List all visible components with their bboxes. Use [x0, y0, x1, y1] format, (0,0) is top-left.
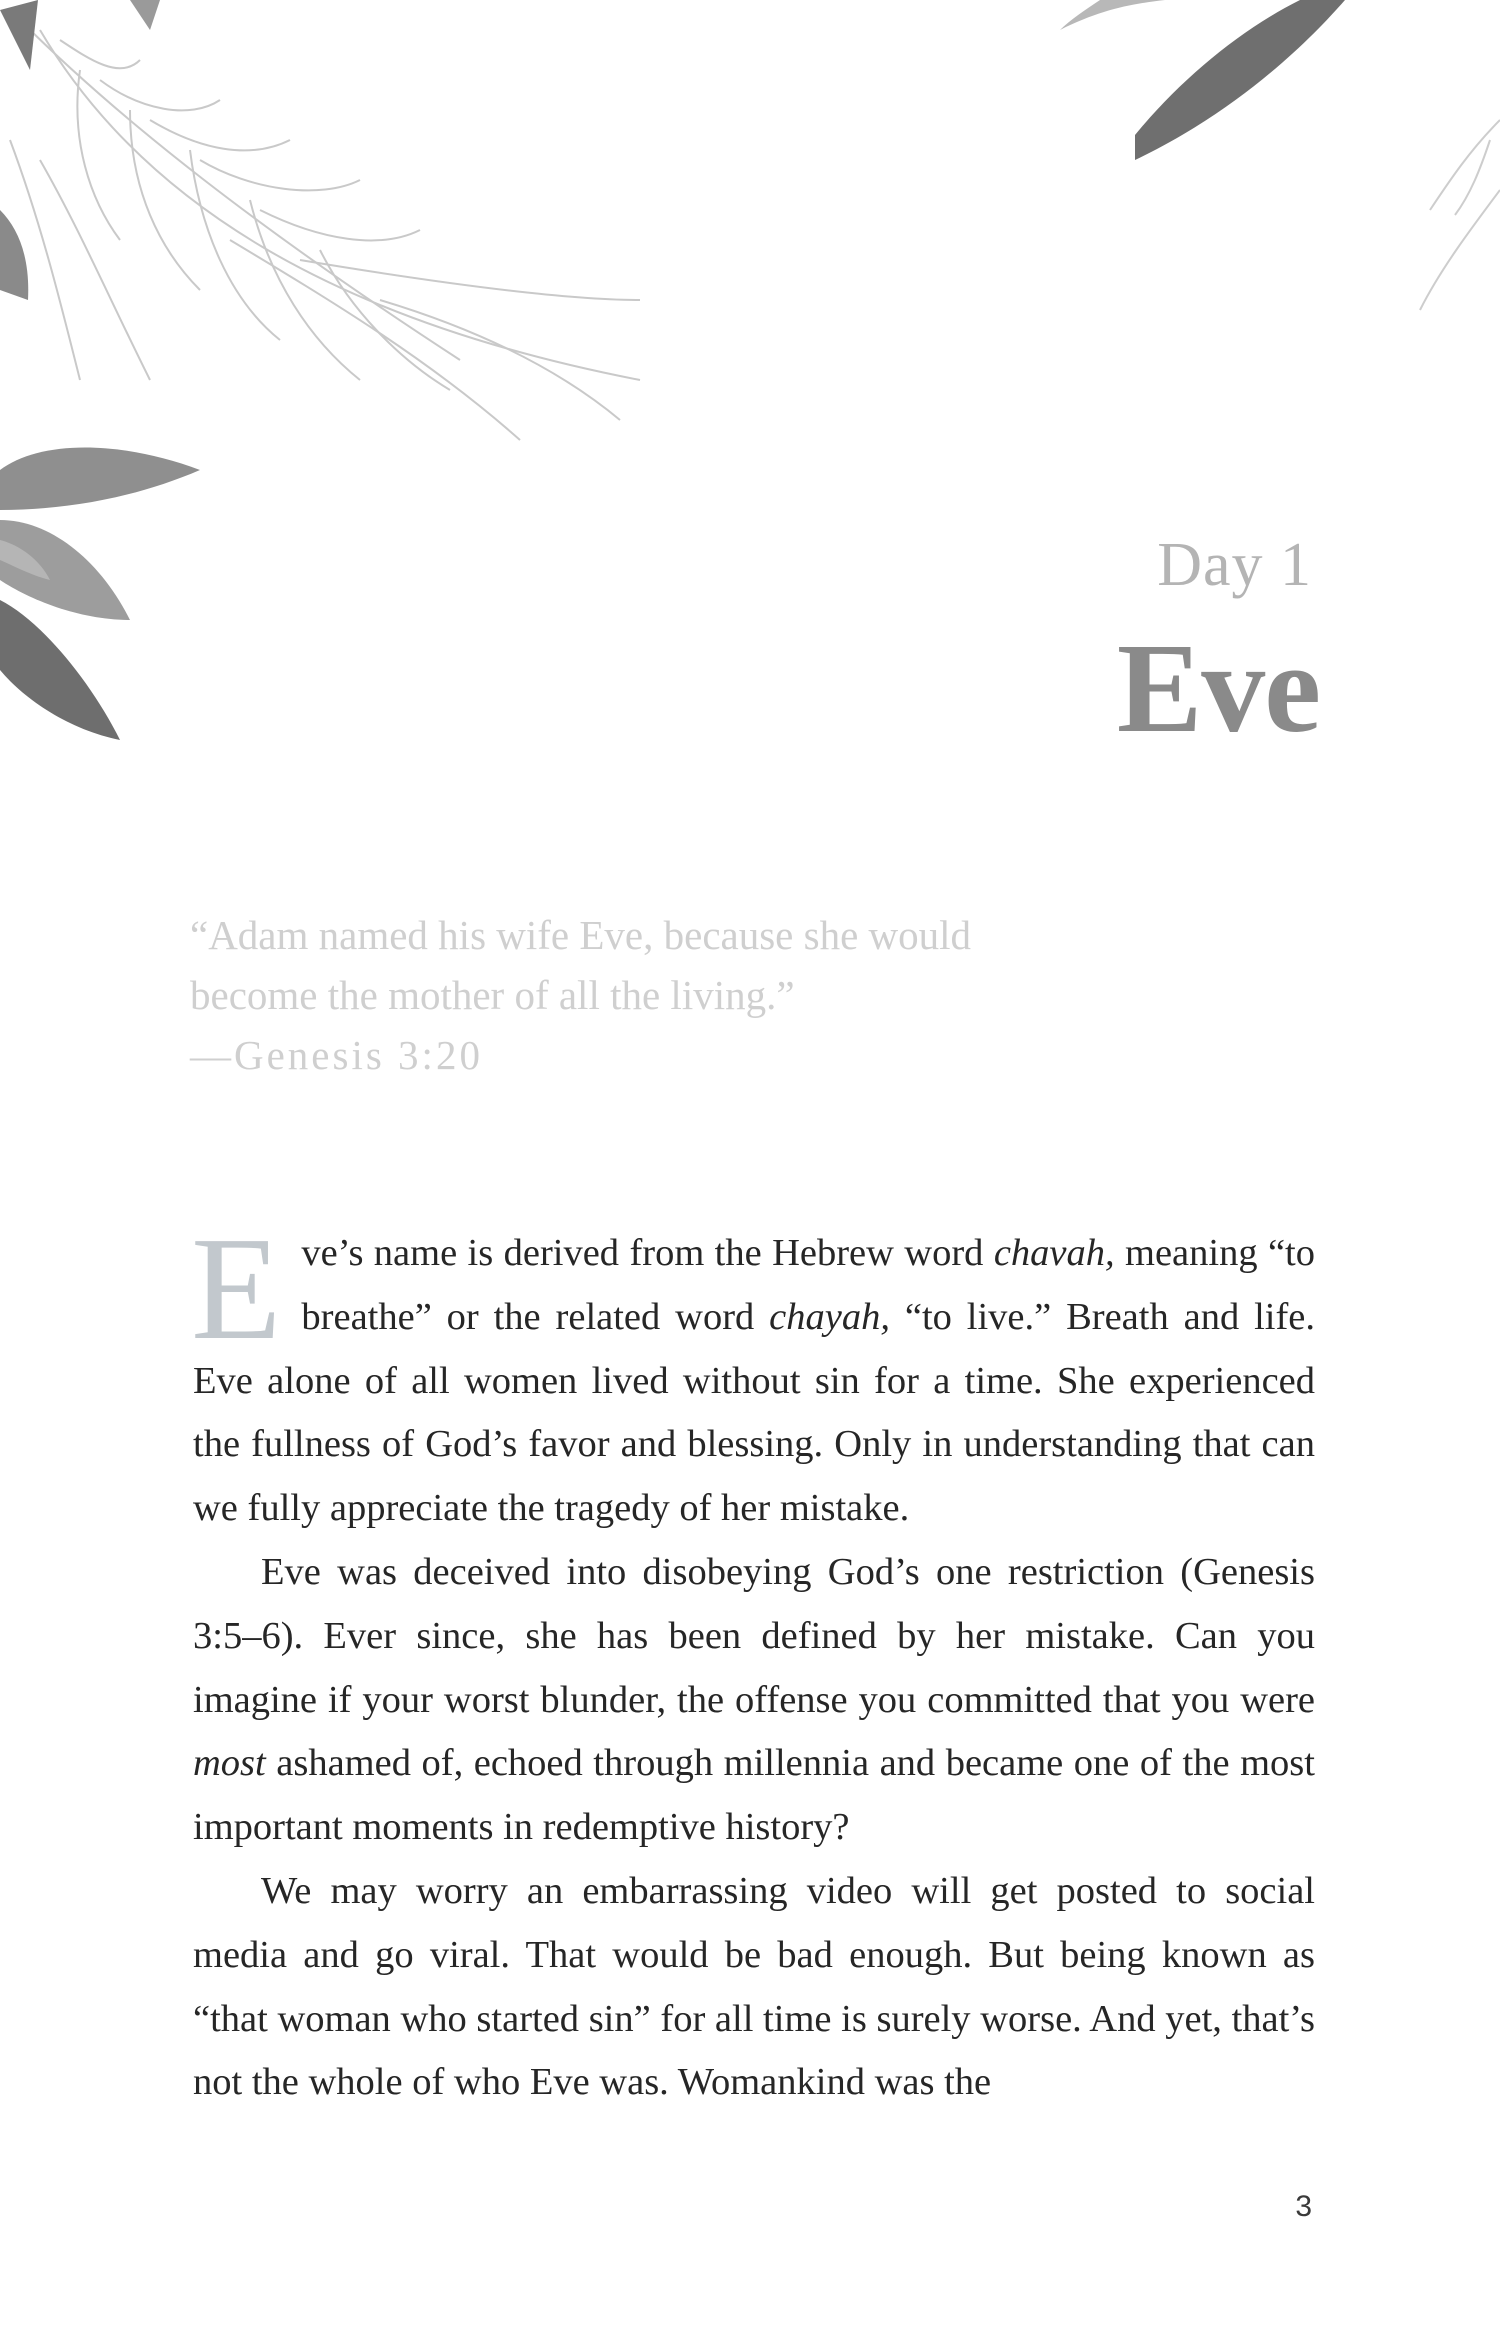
- paragraph-2-text-a: Eve was deceived into disobeying God’s one restriction (Genesis 3:5–6). Ever since, she has been defined by her mistake. Can you imagine if your worst blunder, the offense you committed that you were: [193, 1550, 1315, 1721]
- paragraph-2-text-b: ashamed of, echoed through millennia and became one of the most important moments in redemptive history?: [193, 1742, 1315, 1849]
- epigraph: [190, 905, 1090, 1085]
- paragraph-1-text-a: ve’s name is derived from the Hebrew word: [301, 1232, 994, 1274]
- paragraph-1-text-c: “to live.” Breath and life. Eve alone of all women lived without sin for a time. She experienced the fullness of God’s favor and blessing. Only in understanding that can we fully appreciate the tragedy of her mistake.: [193, 1295, 1315, 1530]
- epigraph-citation: —Genesis 3:20: [190, 1032, 483, 1078]
- emphasis-most: most: [193, 1742, 266, 1785]
- page-number: 3: [1295, 2190, 1312, 2223]
- paragraph-3: We may worry an embarrassing video will get posted to social media and go viral. That would be bad enough. But being known as “that woman who started sin” for all time is surely worse. And yet, that’s not the whole of who Eve was. Womankind was the: [193, 1869, 1315, 2104]
- drop-cap: E: [191, 1207, 282, 1371]
- epigraph-quote-line-1: “Adam named his wife Eve, because she would: [190, 912, 972, 958]
- body-text: [191, 1207, 1315, 2115]
- hebrew-word-chayah: chayah,: [769, 1295, 890, 1338]
- paragraph-1-text-b: meaning “to breathe” or the related word: [301, 1232, 1315, 1338]
- day-label: Day 1: [1157, 531, 1312, 599]
- paragraph-2: [193, 1541, 1315, 1860]
- epigraph-quote-line-2: become the mother of all the living.”: [190, 972, 795, 1018]
- hebrew-word-chavah: chavah,: [993, 1232, 1115, 1274]
- paragraph-1: [191, 1207, 1315, 1541]
- chapter-title: Eve: [1116, 617, 1320, 759]
